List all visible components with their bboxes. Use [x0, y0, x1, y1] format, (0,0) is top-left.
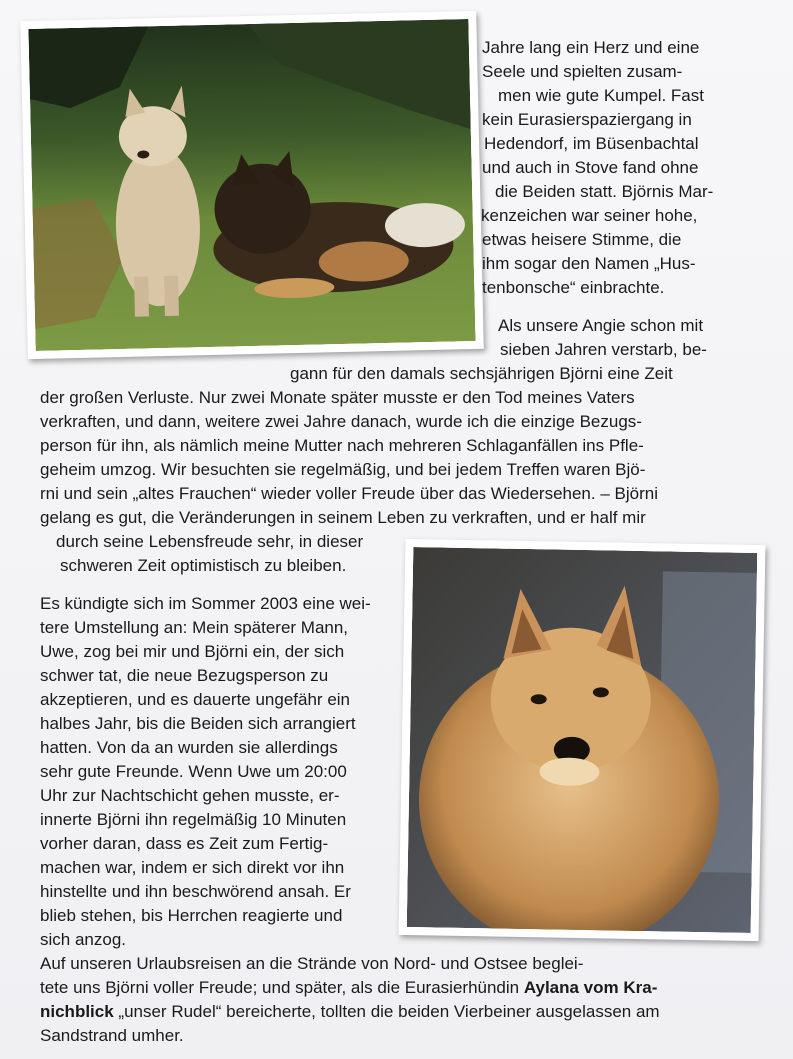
text-line: sehr gute Freunde. Wenn Uwe um 20:00: [40, 762, 347, 781]
text-line: [40, 1000, 660, 1023]
text-line: der großen Verluste. Nur zwei Monate später musste er den Tod meines Vaters: [40, 388, 635, 407]
text-line: akzeptieren, und es dauerte ungefähr ein: [40, 690, 351, 709]
text-line: sieben Jahren verstarb, be-: [500, 340, 707, 359]
text-span: tete uns Björni voller Freude; und später, als die Eurasierhündin: [40, 978, 524, 997]
text-line: und auch in Stove fand ohne: [482, 158, 699, 177]
text-line: hatten. Von da an wurden sie allerdings: [40, 738, 338, 757]
dog-name-bold: nichblick: [40, 1002, 114, 1021]
text-line: Als unsere Angie schon mit: [498, 316, 704, 335]
text-line: rni und sein „altes Frauchen“ wieder voller Freude über das Wiedersehen. – Björni: [40, 484, 658, 503]
text-line: verkraften, und dann, weitere zwei Jahre danach, wurde ich die einzige Bezugs-: [40, 412, 642, 431]
text-line: vorher daran, dass es Zeit zum Fertig-: [40, 834, 329, 853]
text-line: [40, 976, 657, 999]
text-line: die Beiden statt. Björnis Mar-: [495, 182, 714, 201]
text-line: Uhr zur Nachtschicht gehen musste, er-: [40, 786, 340, 805]
text-line: machen war, indem er sich direkt vor ihn: [40, 858, 345, 877]
text-line: Uwe, zog bei mir und Björni ein, der sich: [40, 642, 345, 661]
text-line: tenbonsche“ einbrachte.: [482, 278, 665, 297]
text-line: innerte Björni ihn regelmäßig 10 Minuten: [40, 810, 347, 829]
photo-dog-portrait: [399, 539, 766, 941]
text-line: Seele und spielten zusam-: [482, 62, 683, 81]
text-line: person für ihn, als nämlich meine Mutter nach mehreren Schlaganfällen ins Pfle-: [40, 436, 644, 455]
text-line: kenzeichen war seiner hohe,: [481, 206, 698, 225]
text-line: kein Eurasierspaziergang in: [482, 110, 692, 129]
text-line: halbes Jahr, bis die Beiden sich arrangiert: [40, 714, 356, 733]
text-line: Es kündigte sich im Sommer 2003 eine wei-: [40, 594, 371, 613]
text-line: Auf unseren Urlaubsreisen an die Strände von Nord- und Ostsee beglei-: [40, 954, 584, 973]
text-line: sich anzog.: [40, 930, 126, 949]
text-line: schweren Zeit optimistisch zu bleiben.: [60, 556, 347, 575]
text-line: Sandstrand umher.: [40, 1026, 184, 1045]
two-dogs-image: [28, 19, 475, 351]
text-line: blieb stehen, bis Herrchen reagierte und: [40, 906, 343, 925]
text-line: men wie gute Kumpel. Fast: [498, 86, 704, 105]
dog-name-bold: Aylana vom Kra-: [523, 978, 658, 997]
text-span: „unser Rudel“ bereicherte, tollten die beiden Vierbeiner ausgelassen am: [113, 1002, 660, 1021]
photo-two-dogs: [20, 11, 484, 359]
text-line: gann für den damals sechsjährigen Björni eine Zeit: [290, 364, 673, 383]
text-line: ihm sogar den Namen „Hus-: [482, 254, 696, 273]
text-line: Hedendorf, im Büsenbachtal: [484, 134, 699, 153]
text-line: etwas heisere Stimme, die: [482, 230, 682, 249]
text-line: geheim umzog. Wir besuchten sie regelmäßig, und bei jedem Treffen waren Bjö-: [40, 460, 646, 479]
text-line: schwer tat, die neue Bezugsperson zu: [40, 666, 329, 685]
text-line: durch seine Lebensfreude sehr, in dieser: [56, 532, 364, 551]
text-line: Jahre lang ein Herz und eine: [482, 38, 700, 57]
dog-portrait-image: [407, 547, 758, 933]
text-line: hinstellte und ihn beschwörend ansah. Er: [40, 882, 351, 901]
text-line: tere Umstellung an: Mein späterer Mann,: [40, 618, 349, 637]
text-line: gelang es gut, die Veränderungen in seinem Leben zu verkraften, und er half mir: [40, 508, 646, 527]
